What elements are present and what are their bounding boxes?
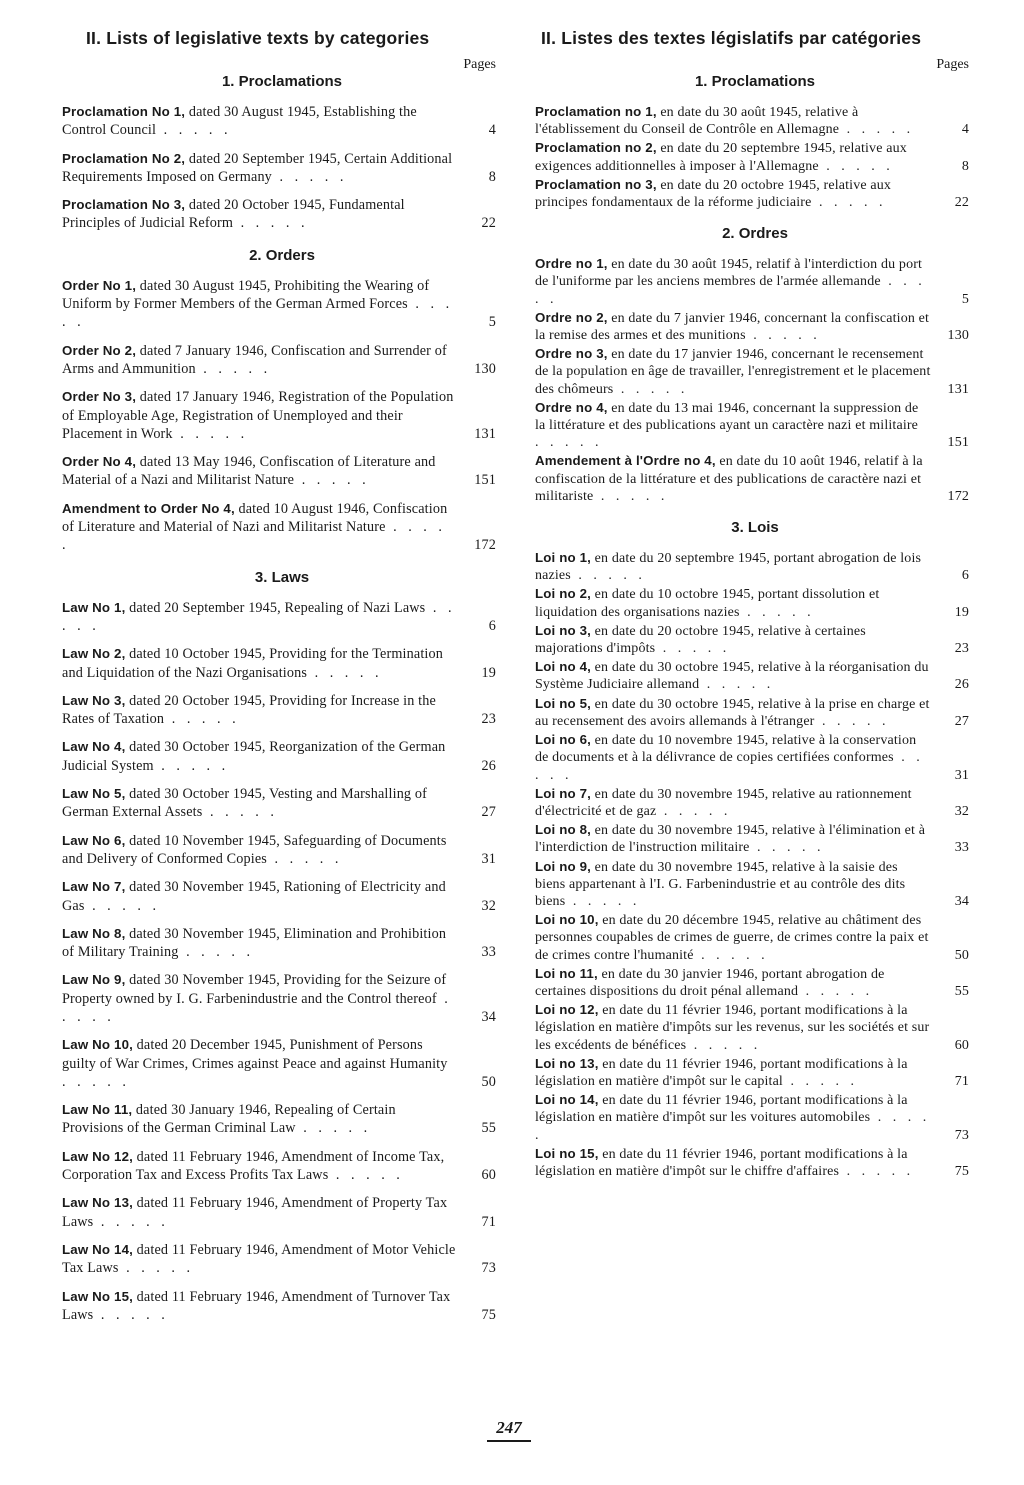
entry-title: dated 20 September 1945, Repealing of Nazi Laws <box>125 599 426 616</box>
entry-page-number: 23 <box>481 711 496 728</box>
entry-text <box>535 1003 929 1052</box>
dot-leader: . . . . . <box>839 122 915 138</box>
entry-page-number: 60 <box>954 1037 969 1053</box>
toc-entry <box>535 622 975 657</box>
dot-leader: . . . . . <box>535 1110 931 1143</box>
entry-text <box>535 401 918 450</box>
entry-title: en date du 30 novembre 1945, relative à la saisie des biens appartenant à l'I. G. Farbenindustrie et au contrôle des dits biens <box>535 859 906 909</box>
toc-entry <box>62 878 502 915</box>
english-column <box>62 28 502 1334</box>
entry-text <box>62 693 436 727</box>
entry-text <box>535 105 914 137</box>
entry-heading: Proclamation no 3, <box>535 176 657 192</box>
entry-text <box>62 1037 448 1090</box>
entry-title: dated 13 May 1946, Confiscation of Literature and Material of a Nazi and Militarist Nature <box>62 454 436 489</box>
dot-leader: . . . . . <box>295 1120 372 1137</box>
entry-page-number: 60 <box>481 1167 496 1184</box>
entry-title: dated 30 November 1945, Rationing of Electricity and Gas <box>62 879 446 914</box>
entry-heading: Loi no 6, <box>535 732 592 748</box>
entry-title: dated 30 October 1945, Vesting and Marshalling of German External Assets <box>62 786 427 821</box>
entry-title: dated 20 October 1945, Fundamental Principles of Judicial Reform <box>62 197 405 232</box>
entry-title: dated 30 November 1945, Elimination and Prohibition of Military Training <box>62 925 447 961</box>
entry-page-number: 23 <box>954 641 969 657</box>
entry-text <box>535 257 926 306</box>
dot-leader: . . . . . <box>593 488 669 504</box>
entry-heading: Ordre no 2, <box>535 309 608 325</box>
toc-entry <box>535 731 975 784</box>
dot-leader: . . . . . <box>656 803 732 819</box>
entry-page-number: 75 <box>954 1163 969 1179</box>
entry-heading: Law No 2, <box>62 646 126 662</box>
section-title: 1. Proclamations <box>694 73 816 90</box>
entry-text <box>62 1195 447 1229</box>
entry-text <box>535 624 866 656</box>
toc-entry <box>62 785 502 822</box>
section-list <box>535 73 975 1180</box>
entry-heading: Ordre no 1, <box>535 256 608 272</box>
entry-heading: Law No 11, <box>62 1102 133 1118</box>
dot-leader: . . . . . <box>178 944 254 961</box>
entry-text <box>62 343 447 377</box>
entry-text <box>535 733 924 782</box>
entry-text <box>535 454 923 503</box>
entry-heading: Loi no 13, <box>535 1055 599 1071</box>
entry-page-number: 50 <box>954 947 969 963</box>
entry-page-number: 26 <box>954 677 969 693</box>
dot-leader: . . . . . <box>233 215 309 232</box>
entry-page-number: 172 <box>947 488 969 504</box>
section-title: 3. Lois <box>731 519 779 537</box>
toc-entry <box>535 103 975 138</box>
entry-text <box>62 1242 455 1276</box>
entry-title: en date du 20 septembre 1945, relative aux exigences additionnelles à imposer à l'Allemagne <box>535 141 907 174</box>
entry-text <box>535 311 929 343</box>
entry-heading: Loi no 5, <box>535 695 592 711</box>
entry-page-number: 151 <box>474 472 496 489</box>
entry-title: en date du 30 octobre 1945, relative à la prise en charge et au recensement des avoirs allemands à l'étranger <box>535 696 930 729</box>
dot-leader: . . . . . <box>62 296 454 331</box>
entry-heading: Proclamation No 3, <box>62 197 186 213</box>
dot-leader: . . . . . <box>839 1163 915 1179</box>
entry-page-number: 73 <box>954 1127 969 1143</box>
dot-leader: . . . . . <box>202 804 278 821</box>
entry-title: en date du 17 janvier 1946, concernant le recensement de la population en âge de travailler, l'enregistrement et le placement des chômeurs <box>535 347 931 397</box>
entry-page-number: 130 <box>947 328 969 344</box>
entry-heading: Law No 1, <box>62 599 126 615</box>
entry-heading: Order No 1, <box>62 277 137 293</box>
entry-text <box>535 141 907 173</box>
entry-heading: Loi no 1, <box>535 550 592 566</box>
entry-page-number: 27 <box>481 804 496 821</box>
entry-text <box>535 660 929 692</box>
dot-leader: . . . . . <box>62 1073 130 1090</box>
entry-text <box>535 823 925 855</box>
toc-entry <box>62 103 502 140</box>
entry-text <box>62 389 453 442</box>
entry-text <box>535 913 928 962</box>
dot-leader: . . . . . <box>164 711 240 728</box>
french-column <box>535 28 975 1181</box>
entry-heading: Loi no 9, <box>535 858 592 874</box>
entry-page-number: 32 <box>954 803 969 819</box>
dot-leader: . . . . . <box>693 947 769 963</box>
toc-entry <box>62 453 502 490</box>
entry-title: en date du 10 novembre 1945, relative à la conservation de documents et à la délivrance de copies certifiées conformes <box>535 733 917 766</box>
toc-entry <box>62 342 502 379</box>
entry-page-number: 6 <box>488 617 496 634</box>
entry-text <box>62 786 427 820</box>
dot-leader: . . . . . <box>156 122 232 139</box>
entry-page-number: 6 <box>961 568 969 584</box>
entry-text <box>62 501 447 554</box>
toc-entry <box>535 858 975 911</box>
entry-text <box>535 787 912 819</box>
entry-title: en date du 30 octobre 1945, relative à la réorganisation du Système Judiciaire allemand <box>535 660 929 693</box>
entry-title: en date du 20 décembre 1945, relative au châtiment des personnes coupables de crimes de guerre, de crimes contre la paix et de crimes contre l'humanité <box>535 913 929 963</box>
entry-title: dated 11 February 1946, Amendment of Turnover Tax Laws <box>62 1288 451 1323</box>
entry-page-number: 73 <box>481 1260 496 1277</box>
entry-page-number: 50 <box>481 1073 496 1090</box>
entry-heading: Ordre no 4, <box>535 399 608 415</box>
dot-leader: . . . . . <box>307 664 383 681</box>
toc-entry <box>62 500 502 555</box>
entry-heading: Law No 12, <box>62 1148 133 1164</box>
entry-heading: Order No 4, <box>62 454 137 470</box>
page-number-text: 247 <box>496 1418 522 1437</box>
entry-title: dated 10 August 1946, Confiscation of Literature and Material of Nazi and Militarist Nature <box>62 500 448 536</box>
entry-title: en date du 30 août 1945, relatif à l'interdiction du port de l'uniforme par les anciens membres de l'armée allemande <box>535 257 923 290</box>
dot-leader: . . . . . <box>782 1073 858 1089</box>
toc-entry <box>62 645 502 682</box>
section-title: 2. Ordres <box>722 225 788 243</box>
entry-page-number: 55 <box>481 1120 496 1137</box>
entry-heading: Loi no 2, <box>535 586 592 602</box>
entry-heading: Loi no 11, <box>535 965 598 981</box>
entry-heading: Loi no 4, <box>535 659 592 675</box>
toc-entry <box>62 150 502 187</box>
entry-text <box>62 1289 450 1323</box>
dot-leader: . . . . . <box>328 1167 404 1184</box>
entry-text <box>62 1149 444 1183</box>
dot-leader: . . . . . <box>745 328 821 344</box>
toc-entry <box>62 832 502 869</box>
toc-entry <box>535 585 975 620</box>
toc-entry <box>62 692 502 729</box>
toc-entry <box>535 1001 975 1054</box>
entry-title: dated 11 February 1946, Amendment of Property Tax Laws <box>62 1195 448 1230</box>
entry-text <box>535 178 891 210</box>
dot-leader: . . . . . <box>570 568 646 584</box>
entry-page-number: 19 <box>481 664 496 681</box>
entry-page-number: 33 <box>481 944 496 961</box>
entry-page-number: 130 <box>474 360 496 377</box>
entry-title: en date du 30 janvier 1946, portant abrogation de certaines dispositions du droit pénal allemand <box>535 966 885 999</box>
entry-heading: Loi no 7, <box>535 785 592 801</box>
toc-entry <box>62 277 502 332</box>
dot-leader: . . . . . <box>739 604 815 620</box>
entry-page-number: 34 <box>481 1008 496 1025</box>
entry-page-number: 8 <box>961 158 969 174</box>
entry-title: en date du 30 novembre 1945, relative au rationnement d'électricité et de gaz <box>535 786 912 819</box>
entry-text <box>535 587 879 619</box>
entry-title: en date du 11 février 1946, portant modifications à la législation en matière d'impôt sur les voitures automobiles <box>535 1093 908 1126</box>
toc-entry <box>535 1091 975 1144</box>
entry-heading: Ordre no 3, <box>535 346 608 362</box>
dot-leader: . . . . . <box>93 1213 169 1230</box>
entry-heading: Law No 14, <box>62 1241 133 1257</box>
section-title: 2. Orders <box>249 246 315 264</box>
entry-text <box>535 860 905 909</box>
entry-heading: Proclamation no 1, <box>535 104 657 119</box>
pages-label: Pages <box>936 57 969 72</box>
section-title: 3. Laws <box>254 568 310 586</box>
dot-leader: . . . . . <box>535 274 926 307</box>
entry-page-number: 22 <box>481 215 496 232</box>
page-number <box>474 1418 544 1442</box>
toc-entry <box>62 1101 502 1138</box>
entry-title: en date du 20 octobre 1945, relative aux principes fondamentaux de la réforme judiciaire <box>535 177 892 211</box>
dot-leader: . . . . . <box>811 195 887 211</box>
dot-leader: . . . . . <box>294 472 370 489</box>
entry-title: dated 30 January 1946, Repealing of Certain Provisions of the German Criminal Law <box>62 1102 396 1137</box>
dot-leader: . . . . . <box>613 381 689 397</box>
toc-entry <box>535 695 975 730</box>
toc-entry <box>62 738 502 775</box>
entry-text <box>535 967 884 999</box>
column-title: II. Listes des textes législatifs par catégories <box>541 28 922 48</box>
entry-text <box>62 833 447 867</box>
entry-text <box>62 879 446 913</box>
toc-entry <box>62 388 502 443</box>
entry-title: en date du 7 janvier 1946, concernant la confiscation et la remise des armes et des munitions <box>535 310 930 344</box>
entry-heading: Proclamation No 2, <box>62 150 186 166</box>
entry-heading: Law No 3, <box>62 692 126 708</box>
entry-page-number: 19 <box>954 604 969 620</box>
toc-entry <box>535 785 975 820</box>
toc-entry <box>535 399 975 452</box>
toc-entry <box>535 255 975 308</box>
entry-title: dated 20 September 1945, Certain Additional Requirements Imposed on Germany <box>62 150 453 185</box>
entry-title: dated 10 October 1945, Providing for the Termination and Liquidation of the Nazi Organisations <box>62 646 443 681</box>
entry-heading: Law No 15, <box>62 1288 133 1304</box>
entry-heading: Loi no 10, <box>535 912 599 928</box>
toc-entry <box>62 1194 502 1231</box>
entry-text <box>62 278 453 331</box>
dot-leader: . . . . . <box>84 897 160 914</box>
entry-page-number: 33 <box>954 840 969 856</box>
entry-text <box>62 1102 396 1136</box>
toc-entry <box>62 1036 502 1091</box>
dot-leader: . . . . . <box>798 983 874 999</box>
dot-leader: . . . . . <box>565 893 641 909</box>
entry-heading: Proclamation no 2, <box>535 140 657 156</box>
toc-entry <box>62 1241 502 1278</box>
entry-title: dated 11 February 1946, Amendment of Motor Vehicle Tax Laws <box>62 1241 456 1277</box>
toc-entry <box>535 309 975 344</box>
entry-title: dated 11 February 1946, Amendment of Income Tax, Corporation Tax and Excess Profits Tax Laws <box>62 1148 445 1184</box>
entry-title: dated 30 August 1945, Prohibiting the Wearing of Uniform by Former Members of the German Armed Forces <box>62 277 430 313</box>
entry-heading: Loi no 12, <box>535 1002 599 1018</box>
entry-title: dated 30 November 1945, Providing for the Seizure of Property owned by I. G. Farbenindustrie and the Control thereof <box>62 972 447 1007</box>
entry-title: dated 20 October 1945, Providing for Increase in the Rates of Taxation <box>62 692 436 728</box>
entry-page-number: 172 <box>474 537 496 554</box>
entry-heading: Law No 10, <box>62 1037 133 1053</box>
toc-entry <box>62 1288 502 1325</box>
entry-page-number: 131 <box>474 425 496 442</box>
entry-heading: Law No 9, <box>62 972 126 988</box>
pages-label: Pages <box>463 57 496 72</box>
entry-text <box>62 454 436 488</box>
toc-entry <box>62 599 502 636</box>
entry-title: en date du 10 octobre 1945, portant dissolution et liquidation des organisations nazies <box>535 587 880 620</box>
entry-text <box>535 697 930 729</box>
entry-text <box>62 926 446 960</box>
entry-title: en date du 11 février 1946, portant modifications à la législation en matière d'impôts sur les revenus, sur les sociétés et sur les excédents de bénéfices <box>535 1003 930 1053</box>
entry-page-number: 8 <box>488 168 496 185</box>
entry-title: dated 10 November 1945, Safeguarding of Documents and Delivery of Conformed Copies <box>62 832 447 867</box>
column-title: II. Lists of legislative texts by categories <box>86 28 430 48</box>
entry-title: en date du 13 mai 1946, concernant la suppression de la littérature et des publications ayant un caractère nazi et militaire <box>535 400 919 434</box>
entry-title: dated 17 January 1946, Registration of the Population of Employable Age, Registration of Unemployed and their Placement in Work <box>62 389 454 442</box>
entry-text <box>62 646 443 680</box>
toc-entry <box>62 925 502 962</box>
dot-leader: . . . . . <box>153 757 230 774</box>
entry-text <box>62 104 417 138</box>
entry-heading: Law No 6, <box>62 832 126 848</box>
dot-leader: . . . . . <box>62 990 452 1025</box>
dot-leader: . . . . . <box>195 360 272 377</box>
dot-leader: . . . . . <box>62 599 456 634</box>
entry-page-number: 26 <box>481 757 496 774</box>
entry-page-number: 31 <box>481 850 496 867</box>
entry-heading: Proclamation No 1, <box>62 104 186 119</box>
entry-heading: Order No 3, <box>62 389 137 405</box>
entry-heading: Loi no 14, <box>535 1092 599 1108</box>
toc-entry <box>62 196 502 233</box>
entry-text <box>535 347 931 396</box>
entry-text <box>535 551 921 583</box>
dot-leader: . . . . . <box>818 158 894 174</box>
toc-entry <box>535 549 975 584</box>
entry-page-number: 55 <box>954 983 969 999</box>
entry-heading: Loi no 15, <box>535 1145 599 1161</box>
entry-page-number: 151 <box>947 435 969 451</box>
entry-page-number: 34 <box>954 893 969 909</box>
toc-entry <box>535 1055 975 1090</box>
toc-entry <box>535 911 975 964</box>
entry-page-number: 4 <box>488 122 496 139</box>
entry-text <box>62 600 456 634</box>
entry-text <box>535 1147 914 1179</box>
section-title: 1. Proclamations <box>221 73 343 90</box>
dot-leader: . . . . . <box>535 750 924 783</box>
entry-page-number: 32 <box>481 897 496 914</box>
entry-heading: Loi no 3, <box>535 622 592 638</box>
dot-leader: . . . . . <box>271 168 348 185</box>
dot-leader: . . . . . <box>535 435 603 451</box>
dot-leader: . . . . . <box>749 840 825 856</box>
toc-entry <box>535 176 975 211</box>
entry-heading: Law No 4, <box>62 739 126 755</box>
dot-leader: . . . . . <box>62 519 446 554</box>
entry-page-number: 31 <box>954 767 969 783</box>
dot-leader: . . . . . <box>655 641 731 657</box>
entry-text <box>62 197 405 231</box>
entry-title: dated 30 August 1945, Establishing the Control Council <box>62 104 417 139</box>
toc-entry <box>62 971 502 1026</box>
entry-title: en date du 20 octobre 1945, relative à certaines majorations d'impôts <box>535 623 866 657</box>
entry-title: dated 30 October 1945, Reorganization of the German Judicial System <box>62 739 446 774</box>
section-list <box>62 73 502 1324</box>
entry-heading: Law No 5, <box>62 786 126 802</box>
dot-leader: . . . . . <box>266 850 343 867</box>
entry-title: en date du 10 août 1946, relatif à la confiscation de la littérature et des publications de caractère nazi et militariste <box>535 454 923 504</box>
entry-heading: Law No 7, <box>62 879 126 895</box>
entry-title: dated 20 December 1945, Punishment of Persons guilty of War Crimes, Crimes against Peace and against Humanity <box>62 1037 448 1072</box>
entry-title: en date du 11 février 1946, portant modifications à la législation en matière d'impôt sur le chiffre d'affaires <box>535 1146 908 1179</box>
toc-entry <box>535 658 975 693</box>
entry-title: en date du 20 septembre 1945, portant abrogation de lois nazies <box>535 551 922 584</box>
entry-page-number: 22 <box>954 195 969 211</box>
toc-entry <box>535 1145 975 1180</box>
entry-title: en date du 30 novembre 1945, relative à l'élimination et à l'interdiction de l'instruction militaire <box>535 823 926 856</box>
entry-page-number: 75 <box>481 1306 496 1323</box>
toc-entry <box>535 452 975 505</box>
dot-leader: . . . . . <box>699 677 775 693</box>
entry-heading: Amendment to Order No 4, <box>62 500 235 516</box>
entry-title: dated 7 January 1946, Confiscation and Surrender of Arms and Ammunition <box>62 342 447 377</box>
entry-title: en date du 30 août 1945, relative à l'établissement du Conseil de Contrôle en Allemagne <box>535 105 859 138</box>
dot-leader: . . . . . <box>686 1037 762 1053</box>
entry-heading: Loi no 8, <box>535 822 592 838</box>
dot-leader: . . . . . <box>172 425 249 442</box>
toc-entry <box>535 139 975 174</box>
page-number-rule <box>487 1440 531 1442</box>
dot-leader: . . . . . <box>118 1260 195 1277</box>
entry-heading: Order No 2, <box>62 342 137 358</box>
toc-entry <box>535 345 975 398</box>
entry-heading: Amendement à l'Ordre no 4, <box>535 453 716 469</box>
entry-text <box>535 1057 908 1089</box>
entry-text <box>62 972 452 1025</box>
toc-entry <box>535 821 975 856</box>
dot-leader: . . . . . <box>93 1306 169 1323</box>
entry-page-number: 71 <box>954 1073 969 1089</box>
entry-heading: Law No 13, <box>62 1195 133 1211</box>
entry-page-number: 5 <box>488 314 496 331</box>
toc-entry <box>62 1148 502 1185</box>
toc-entry <box>535 965 975 1000</box>
entry-page-number: 71 <box>481 1213 496 1230</box>
entry-page-number: 131 <box>947 381 969 397</box>
dot-leader: . . . . . <box>814 713 890 729</box>
entry-text <box>535 1093 930 1142</box>
entry-page-number: 4 <box>961 122 969 138</box>
entry-page-number: 27 <box>954 713 969 729</box>
entry-text <box>62 151 452 185</box>
entry-heading: Law No 8, <box>62 925 126 941</box>
entry-text <box>62 739 445 773</box>
entry-page-number: 5 <box>961 291 969 307</box>
entry-title: en date du 11 février 1946, portant modifications à la législation en matière d'impôt sur le capital <box>535 1056 908 1089</box>
